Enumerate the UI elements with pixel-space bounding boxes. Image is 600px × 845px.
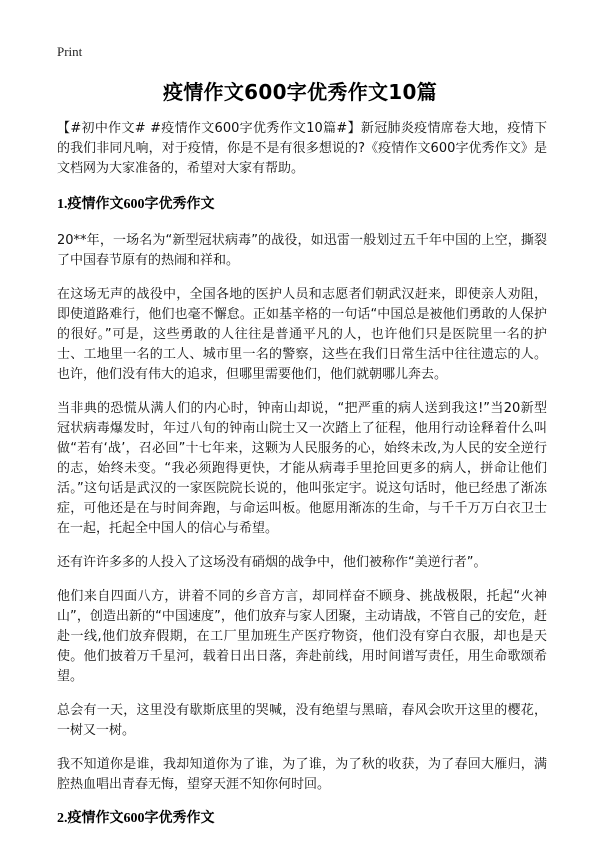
paragraph: 在这场无声的战役中，全国各地的医护人员和志愿者们朝武汉赶来，即使亲人劝阻，即使道路难行，他们也毫不懈怠。正如基辛格的一句话“中国总是被他们勇敢的人保护的很好。”可是，这些勇敢的人往往是普通平凡的人，也许他们只是医院里一名的护士、工地里一名的工人、城市里一名的警察，这些在我们日常生活中往往遗忘的人。也许，他们没有伟大的追求，但哪里需要他们，他们就朝哪儿奔去。 (57, 287, 547, 382)
paragraph: 他们来自四面八方，讲着不同的乡音方言，却同样奋不顾身、挑战极限，托起“火神山”，创造出新的“中国速度”，他们放弃与家人团聚，主动请战，不管自己的安危，赶赴一线,他们放弃假期，在工厂里加班生产医疗物资，他们没有穿白衣服，却也是天使。他们披着万千星河，载着日出日落，奔赴前线，用时间谱写责任，用生命歌颂希望。 (57, 589, 547, 684)
paragraph: 我不知道你是谁，我却知道你为了谁，为了谁，为了秋的收获，为了春回大雁归，满腔热血唱出青春无悔，望穿天涯不知你何时回。 (57, 757, 547, 792)
paragraph: 20**年，一场名为“新型冠状病毒”的战役，如迅雷一般划过五千年中国的上空，撕裂了中国春节原有的热闹和祥和。 (57, 233, 547, 268)
paragraph: 总会有一天，这里没有歇斯底里的哭喊，没有绝望与黑暗，春风会吹开这里的樱花，一树又一树。 (57, 703, 547, 738)
print-label: Print (57, 44, 83, 59)
section-2-heading: 2.疫情作文600字优秀作文 (57, 811, 215, 826)
paragraph: 当非典的恐慌从满人们的内心时，钟南山却说，“把严重的病人送到我这!”当20新型冠状病毒爆发时，年过八旬的钟南山院士又一次踏上了征程，他用行动诠释着什么叫做“若有‘战’，召必回”十七年来，这颗为人民服务的心，始终未改,为人民的安全逆行的志，始终未变。“我必须跑得更快，才能从病毒手里抢回更多的病人，拼命让他们活。”这句话是武汉的一家医院院长说的，他叫张定宇。说这句话时，他已经患了渐冻症，可他还是在与时间奔跑，与命运叫板。他愿用渐冻的生命，与千千万万白衣卫士在一起，托起全中国人的信心与希望。 (57, 401, 547, 536)
document-body (57, 119, 547, 845)
document-title: 疫情作文600字优秀作文10篇 (162, 80, 438, 104)
intro-paragraph: 【#初中作文# #疫情作文600字优秀作文10篇#】新冠肺炎疫情席卷大地，疫情下的我们非同凡响，对于疫情，你是不是有很多想说的?《疫情作文600字优秀作文》是文档网为大家准备的，希望对大家有帮助。 (57, 121, 547, 176)
paragraph: 还有许许多多的人投入了这场没有硝烟的战争中，他们被称作“美逆行者”。 (57, 555, 487, 570)
section-1-heading: 1.疫情作文600字优秀作文 (57, 197, 215, 212)
